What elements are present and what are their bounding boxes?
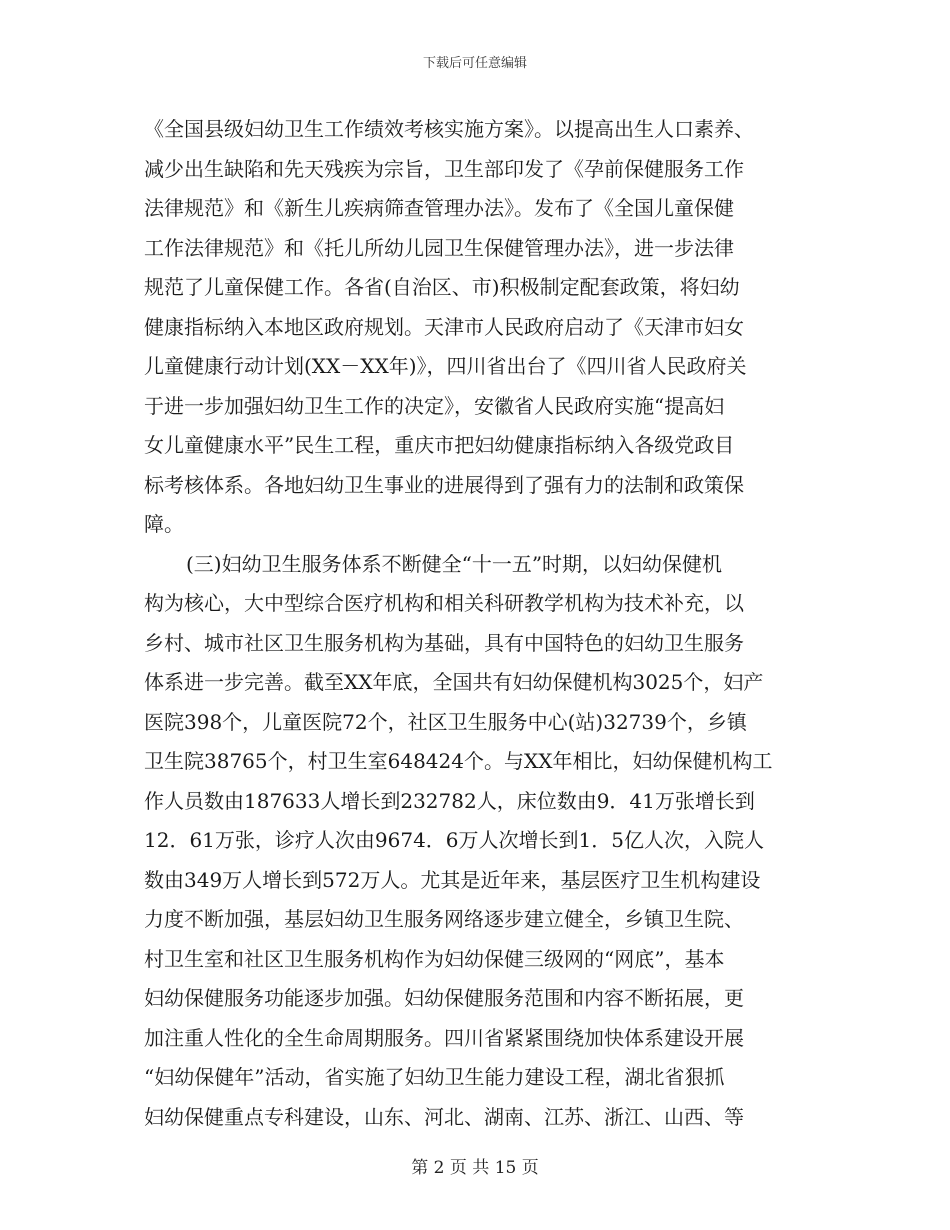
page-header-note: 下载后可任意编辑 xyxy=(422,56,527,71)
text-line: 障。 xyxy=(144,512,184,536)
text-line: 力度不断加强，基层妇幼卫生服务网络逐步建立健全，乡镇卫生院、 xyxy=(144,907,744,931)
text-line: 标考核体系。各地妇幼卫生事业的进展得到了强有力的法制和政策保 xyxy=(144,472,744,497)
text-line: 法律规范》和《新生儿疾病筛查管理办法》。发布了《全国儿童保健 xyxy=(144,196,734,220)
text-line: 儿童健康行动计划(XX－XX年)》，四川省出台了《四川省人民政府关 xyxy=(144,354,747,378)
text-line: 卫生院38765个，村卫生室648424个。与XX年相比，妇幼保健机构工 xyxy=(144,749,773,773)
document-body xyxy=(144,110,814,1137)
text-line: 12．61万张，诊疗人次由9674．6万人次增长到1．5亿人次，入院人 xyxy=(144,828,764,852)
text-line: 减少出生缺陷和先天残疾为宗旨，卫生部印发了《孕前保健服务工作 xyxy=(144,156,744,181)
text-line: 于进一步加强妇幼卫生工作的决定》，安徽省人民政府实施“提高妇 xyxy=(144,393,725,418)
text-line: 女儿童健康水平”民生工程，重庆市把妇幼健康指标纳入各级党政目 xyxy=(144,433,735,457)
page-number-footer: 第 2 页 共 15 页 xyxy=(411,1158,539,1178)
text-line: “妇幼保健年”活动，省实施了妇幼卫生能力建设工程，湖北省狠抓 xyxy=(144,1065,725,1089)
text-line: 构为核心，大中型综合医疗机构和相关科研教学机构为技术补充，以 xyxy=(144,591,744,615)
text-line: 规范了儿童保健工作。各省(自治区、市)积极制定配套政策，将妇幼 xyxy=(144,275,740,299)
text-line: 工作法律规范》和《托儿所幼儿园卫生保健管理办法》，进一步法律 xyxy=(144,235,734,260)
text-line: 妇幼保健重点专科建设，山东、河北、湖南、江苏、浙江、山西、等 xyxy=(144,1104,744,1129)
text-line: 体系进一步完善。截至XX年底，全国共有妇幼保健机构3025个，妇产 xyxy=(144,670,764,694)
text-line: 妇幼保健服务功能逐步加强。妇幼保健服务范围和内容不断拓展，更 xyxy=(144,986,744,1010)
text-line: 乡村、城市社区卫生服务机构为基础，具有中国特色的妇幼卫生服务 xyxy=(144,630,744,655)
text-line: 作人员数由187633人增长到232782人，床位数由9．41万张增长到 xyxy=(144,788,755,813)
text-line: 加注重人性化的全生命周期服务。四川省紧紧围绕加快体系建设开展 xyxy=(144,1025,744,1050)
text-line: 数由349万人增长到572万人。尤其是近年来，基层医疗卫生机构建设 xyxy=(144,867,761,892)
text-line: 医院398个，儿童医院72个，社区卫生服务中心(站)32739个，乡镇 xyxy=(144,709,747,734)
text-line: 村卫生室和社区卫生服务机构作为妇幼保健三级网的“网底”，基本 xyxy=(144,946,725,971)
text-line: 健康指标纳入本地区政府规划。天津市人民政府启动了《天津市妇女 xyxy=(144,314,744,339)
text-line: 《全国县级妇幼卫生工作绩效考核实施方案》。以提高出生人口素养、 xyxy=(144,117,754,141)
text-line-indented: (三)妇幼卫生服务体系不断健全“十一五”时期，以妇幼保健机 xyxy=(186,551,723,576)
